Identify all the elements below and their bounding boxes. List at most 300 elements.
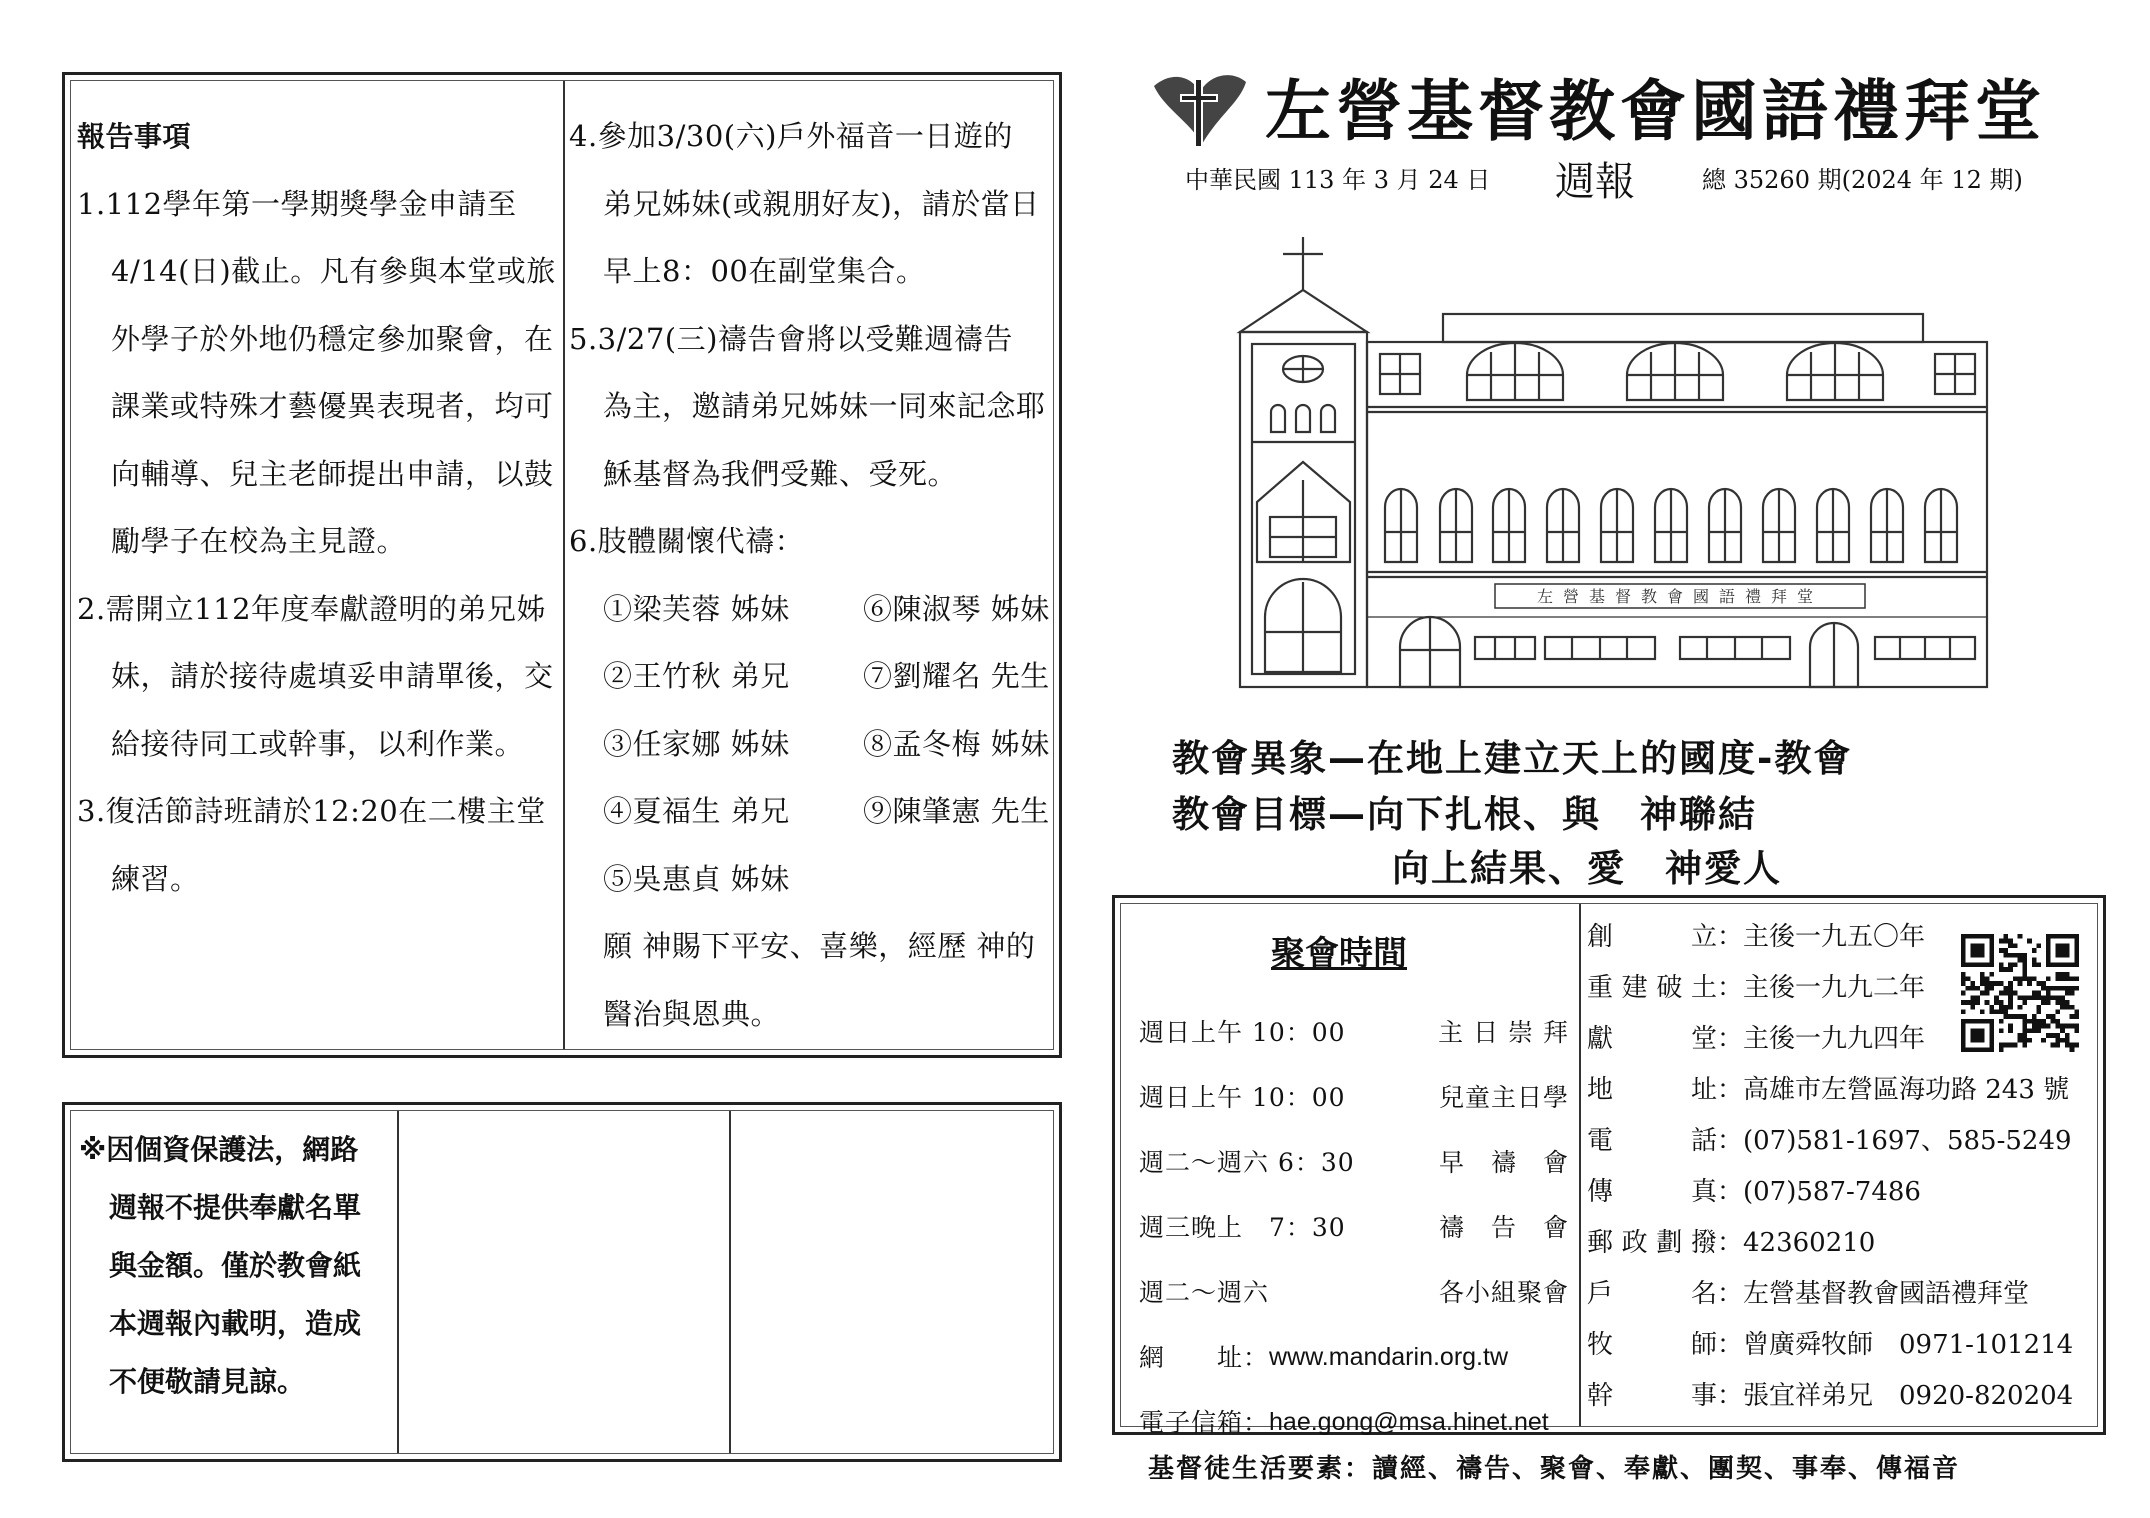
detail-row bbox=[1587, 1065, 2097, 1116]
prayer-member: ⑧孟冬梅 姊妹 bbox=[863, 726, 1050, 761]
detail-value: ：主後一九九二年 bbox=[1717, 973, 1926, 1003]
qr-module bbox=[2022, 1000, 2027, 1005]
meeting-row bbox=[1139, 1000, 1569, 1065]
prayer-member-row bbox=[569, 643, 1065, 711]
issue-number: 總 35260 期(2024 年 12 期) bbox=[1702, 166, 2023, 194]
qr-module bbox=[2022, 1019, 2027, 1024]
qr-module bbox=[1980, 976, 1985, 981]
privacy-line: 週報不提供奉獻名單 bbox=[109, 1191, 362, 1224]
church-logo bbox=[1150, 64, 1250, 154]
qr-module bbox=[2032, 958, 2037, 963]
qr-module bbox=[1961, 1033, 1966, 1038]
qr-module bbox=[2018, 1033, 2023, 1038]
qr-module bbox=[2046, 939, 2051, 944]
qr-module bbox=[2074, 986, 2079, 991]
prayer-member: ⑥陳淑琴 姊妹 bbox=[863, 591, 1050, 626]
qr-module bbox=[2018, 1038, 2023, 1043]
church-building-illustration bbox=[1235, 232, 1995, 692]
qr-module bbox=[2051, 1033, 2056, 1038]
qr-module bbox=[2037, 991, 2042, 996]
detail-label: 幹事 bbox=[1587, 1381, 1717, 1411]
qr-module bbox=[2055, 943, 2060, 948]
qr-module bbox=[1975, 948, 1980, 953]
qr-module bbox=[2027, 1019, 2032, 1024]
building-window bbox=[1601, 489, 1633, 562]
qr-module bbox=[2051, 1043, 2056, 1048]
qr-module bbox=[2070, 1005, 2075, 1010]
privacy-line: 不便敬請見諒。 bbox=[109, 1365, 306, 1398]
qr-module bbox=[2018, 981, 2023, 986]
qr-module bbox=[1994, 1000, 1999, 1005]
qr-module bbox=[1985, 981, 1990, 986]
qr-module bbox=[1985, 986, 1990, 991]
qr-module bbox=[1980, 1010, 1985, 1015]
qr-module bbox=[2022, 1038, 2027, 1043]
qr-module bbox=[2065, 972, 2070, 977]
qr-module bbox=[2022, 1028, 2027, 1033]
qr-module bbox=[2008, 943, 2013, 948]
qr-module bbox=[2046, 1024, 2051, 1029]
qr-module bbox=[1999, 981, 2004, 986]
qr-module bbox=[1999, 948, 2004, 953]
building-window bbox=[1440, 489, 1472, 562]
qr-module bbox=[1970, 1033, 1975, 1038]
qr-module bbox=[2070, 1014, 2075, 1019]
qr-module bbox=[2070, 962, 2075, 967]
qr-module bbox=[1961, 981, 1966, 986]
meeting-time: 週三晚上 7：30 bbox=[1139, 1213, 1346, 1242]
qr-module bbox=[2046, 962, 2051, 967]
qr-module bbox=[2046, 948, 2051, 953]
qr-module bbox=[2060, 986, 2065, 991]
announcement-line: 4/14(日)截止。凡有參與本堂或旅 bbox=[111, 254, 556, 288]
qr-module bbox=[2037, 1010, 2042, 1015]
prayer-member-row bbox=[569, 711, 1065, 779]
qr-module bbox=[2041, 1024, 2046, 1029]
meeting-row bbox=[1139, 1260, 1569, 1325]
announcement-line: 練習。 bbox=[111, 861, 200, 896]
qr-module bbox=[1989, 948, 1994, 953]
qr-module bbox=[2060, 934, 2065, 939]
prayer-member: ①梁芙蓉 姊妹 bbox=[603, 591, 790, 626]
announcement-line: 1.112學年第一學期獎學金申請至 bbox=[77, 186, 517, 221]
prayer-member: ④夏福生 弟兄 bbox=[603, 794, 790, 828]
qr-module bbox=[2037, 962, 2042, 967]
qr-module bbox=[1975, 995, 1980, 1000]
announcement-line: 5.3/27(三)禱告會將以受難週禱告 bbox=[569, 321, 1013, 356]
qr-module bbox=[1961, 953, 1966, 958]
qr-module bbox=[2055, 948, 2060, 953]
qr-module bbox=[1970, 1047, 1975, 1052]
church-goal-continued: 向上結果、愛 神愛人 bbox=[1392, 847, 1782, 890]
qr-module bbox=[2055, 934, 2060, 939]
qr-module bbox=[1961, 1047, 1966, 1052]
qr-module bbox=[1980, 1028, 1985, 1033]
qr-module bbox=[2032, 948, 2037, 953]
church-vision: 教會異象—在地上建立天上的國度-教會 bbox=[1172, 737, 1853, 780]
qr-module bbox=[1970, 986, 1975, 991]
qr-module bbox=[2055, 986, 2060, 991]
prayer-member-row bbox=[569, 778, 1065, 846]
qr-module bbox=[1970, 1000, 1975, 1005]
qr-module bbox=[2008, 1024, 2013, 1029]
church-info-box bbox=[1112, 895, 2106, 1435]
qr-module bbox=[2018, 976, 2023, 981]
building-window bbox=[1655, 489, 1687, 562]
bulletin-type: 週報 bbox=[1555, 159, 1635, 205]
qr-module bbox=[2055, 972, 2060, 977]
qr-module bbox=[1989, 1010, 1994, 1015]
bulletin-date: 中華民國 113 年 3 月 24 日 bbox=[1185, 166, 1491, 194]
church-name: 左營基督教會國語禮拜堂 bbox=[1265, 72, 2046, 150]
announcement-line: 妹，請於接待處填妥申請單後，交 bbox=[111, 659, 554, 693]
qr-module bbox=[1994, 1010, 1999, 1015]
qr-module bbox=[1999, 1005, 2004, 1010]
qr-module bbox=[2065, 986, 2070, 991]
qr-module bbox=[1966, 962, 1971, 967]
qr-code[interactable] bbox=[1961, 934, 2079, 1052]
qr-module bbox=[1970, 948, 1975, 953]
qr-module bbox=[2060, 953, 2065, 958]
privacy-line: 本週報內載明，造成 bbox=[109, 1307, 362, 1340]
qr-module bbox=[1989, 972, 1994, 977]
announcement-line: 3.復活節詩班請於12:20在二樓主堂 bbox=[77, 794, 546, 828]
qr-module bbox=[2074, 1010, 2079, 1015]
meeting-times-title: 聚會時間 bbox=[1271, 934, 1407, 974]
announcements-inner bbox=[70, 80, 1054, 1050]
qr-module bbox=[1961, 948, 1966, 953]
privacy-notice bbox=[79, 1121, 399, 1411]
announcements-box bbox=[62, 72, 1062, 1058]
qr-module bbox=[2003, 939, 2008, 944]
qr-module bbox=[2074, 1024, 2079, 1029]
qr-module bbox=[1970, 943, 1975, 948]
detail-row bbox=[1587, 1116, 2097, 1167]
qr-module bbox=[1989, 1047, 1994, 1052]
detail-label: 電話 bbox=[1587, 1126, 1717, 1156]
qr-module bbox=[2037, 981, 2042, 986]
qr-module bbox=[2046, 1033, 2051, 1038]
qr-module bbox=[1966, 986, 1971, 991]
qr-module bbox=[2065, 943, 2070, 948]
detail-value: ：高雄市左營區海功路 243 號 bbox=[1717, 1075, 2070, 1105]
announcement-line: 外學子於外地仍穩定參加聚會，在 bbox=[111, 321, 554, 356]
detail-label: 創立 bbox=[1587, 922, 1717, 952]
qr-module bbox=[2003, 967, 2008, 972]
qr-module bbox=[2008, 962, 2013, 967]
qr-module bbox=[2065, 1024, 2070, 1029]
privacy-divider bbox=[729, 1111, 731, 1453]
qr-module bbox=[2065, 991, 2070, 996]
qr-module bbox=[1970, 995, 1975, 1000]
qr-module bbox=[2003, 948, 2008, 953]
qr-module bbox=[2013, 943, 2018, 948]
qr-module bbox=[1961, 934, 1966, 939]
qr-module bbox=[2008, 967, 2013, 972]
qr-module bbox=[2055, 1010, 2060, 1015]
qr-module bbox=[1975, 1038, 1980, 1043]
qr-module bbox=[2051, 995, 2056, 1000]
meeting-row bbox=[1139, 1130, 1569, 1195]
qr-module bbox=[2003, 1043, 2008, 1048]
building-window bbox=[1493, 489, 1525, 562]
qr-module bbox=[1975, 1000, 1980, 1005]
qr-module bbox=[2070, 1024, 2075, 1029]
qr-module bbox=[2008, 991, 2013, 996]
detail-row bbox=[1587, 1167, 2097, 1218]
announcement-line: 勵學子在校為主見證。 bbox=[111, 524, 407, 558]
qr-module bbox=[1985, 1019, 1990, 1024]
qr-module bbox=[2060, 943, 2065, 948]
building-window bbox=[1871, 489, 1903, 562]
privacy-notice-box bbox=[62, 1102, 1062, 1462]
qr-module bbox=[1985, 1000, 1990, 1005]
qr-module bbox=[1989, 943, 1994, 948]
detail-value: ：左營基督教會國語禮拜堂 bbox=[1717, 1279, 2030, 1309]
qr-module bbox=[2003, 934, 2008, 939]
qr-module bbox=[1985, 1047, 1990, 1052]
qr-module bbox=[2037, 995, 2042, 1000]
announcement-line: 為主，邀請弟兄姊妹一同來記念耶 bbox=[603, 389, 1046, 423]
building-window bbox=[1763, 489, 1795, 562]
qr-module bbox=[1980, 1038, 1985, 1043]
qr-module bbox=[1970, 953, 1975, 958]
qr-module bbox=[2046, 991, 2051, 996]
qr-module bbox=[1999, 1043, 2004, 1048]
qr-module bbox=[2018, 953, 2023, 958]
qr-module bbox=[2022, 958, 2027, 963]
detail-value: ：主後一九九四年 bbox=[1717, 1024, 1926, 1054]
qr-module bbox=[2041, 1038, 2046, 1043]
qr-module bbox=[1999, 962, 2004, 967]
email-label: 電子信箱： bbox=[1139, 1408, 1270, 1437]
qr-module bbox=[1999, 991, 2004, 996]
detail-value: ：曾廣舜牧師 0971-101214 bbox=[1717, 1330, 2074, 1360]
qr-module bbox=[1989, 1028, 1994, 1033]
announcements-left-column bbox=[77, 103, 561, 913]
qr-module bbox=[2074, 953, 2079, 958]
qr-module bbox=[2037, 943, 2042, 948]
qr-module bbox=[2027, 976, 2032, 981]
qr-module bbox=[2051, 1014, 2056, 1019]
qr-module bbox=[2003, 991, 2008, 996]
qr-module bbox=[2070, 934, 2075, 939]
prayer-member: ⑦劉耀名 先生 bbox=[863, 659, 1050, 693]
qr-module bbox=[2065, 934, 2070, 939]
column-divider bbox=[563, 81, 565, 1049]
qr-module bbox=[1961, 943, 1966, 948]
qr-module bbox=[2046, 1000, 2051, 1005]
qr-module bbox=[2074, 943, 2079, 948]
qr-module bbox=[2070, 1047, 2075, 1052]
qr-module bbox=[2055, 1000, 2060, 1005]
qr-module bbox=[1975, 943, 1980, 948]
qr-module bbox=[2060, 948, 2065, 953]
info-inner bbox=[1120, 903, 2098, 1437]
announcements-right-column bbox=[569, 103, 1065, 1048]
qr-module bbox=[2074, 962, 2079, 967]
qr-module bbox=[2022, 967, 2027, 972]
prayer-member-row bbox=[569, 576, 1065, 644]
privacy-line: ※因個資保護法，網路 bbox=[79, 1133, 359, 1166]
website-link[interactable]: www.mandarin.org.tw bbox=[1269, 1343, 1508, 1371]
email-link[interactable]: hae.gong@msa.hinet.net bbox=[1269, 1408, 1549, 1436]
qr-module bbox=[2074, 1014, 2079, 1019]
qr-module bbox=[1975, 1028, 1980, 1033]
qr-module bbox=[2055, 1038, 2060, 1043]
email-row bbox=[1139, 1390, 1569, 1455]
qr-module bbox=[2013, 976, 2018, 981]
qr-module bbox=[2065, 953, 2070, 958]
qr-module bbox=[2060, 976, 2065, 981]
qr-module bbox=[1961, 1028, 1966, 1033]
qr-module bbox=[2022, 1033, 2027, 1038]
qr-module bbox=[2022, 972, 2027, 977]
qr-module bbox=[2046, 958, 2051, 963]
qr-module bbox=[1975, 1033, 1980, 1038]
building-window bbox=[1385, 489, 1417, 562]
qr-module bbox=[2074, 958, 2079, 963]
qr-module bbox=[2027, 1038, 2032, 1043]
detail-label: 傳真 bbox=[1587, 1177, 1717, 1207]
qr-module bbox=[2003, 986, 2008, 991]
prayer-member: ⑤吳惠貞 姊妹 bbox=[603, 861, 790, 896]
qr-module bbox=[2065, 948, 2070, 953]
qr-module bbox=[1989, 1024, 1994, 1029]
announcement-line: 弟兄姊妹(或親朋好友)，請於當日 bbox=[603, 186, 1040, 221]
announcement-line: 4.參加3/30(六)戶外福音一日遊的 bbox=[569, 119, 1013, 153]
detail-label: 重建破土 bbox=[1587, 973, 1717, 1003]
qr-module bbox=[1980, 1033, 1985, 1038]
qr-module bbox=[2032, 995, 2037, 1000]
qr-module bbox=[2065, 976, 2070, 981]
detail-row bbox=[1587, 1269, 2097, 1320]
qr-module bbox=[1975, 962, 1980, 967]
qr-module bbox=[2074, 948, 2079, 953]
closing-line: 醫治與恩典。 bbox=[603, 996, 781, 1031]
meeting-times-list bbox=[1139, 1000, 1569, 1455]
qr-module bbox=[2008, 981, 2013, 986]
qr-module bbox=[1975, 1047, 1980, 1052]
qr-module bbox=[1989, 1005, 1994, 1010]
announcement-line: 向輔導、兒主老師提出申請，以鼓 bbox=[111, 456, 554, 491]
qr-module bbox=[1961, 1024, 1966, 1029]
qr-module bbox=[1989, 981, 1994, 986]
qr-module bbox=[2008, 1005, 2013, 1010]
qr-module bbox=[2008, 953, 2013, 958]
qr-module bbox=[2055, 953, 2060, 958]
qr-module bbox=[2008, 939, 2013, 944]
qr-module bbox=[1970, 1005, 1975, 1010]
meeting-time: 週二～週六 6：30 bbox=[1139, 1148, 1355, 1177]
detail-row bbox=[1587, 1320, 2097, 1371]
qr-module bbox=[1999, 1047, 2004, 1052]
qr-module bbox=[1999, 1000, 2004, 1005]
building-window bbox=[1925, 489, 1957, 562]
meeting-row bbox=[1139, 1195, 1569, 1260]
qr-module bbox=[2037, 1024, 2042, 1029]
qr-module bbox=[2022, 995, 2027, 1000]
detail-value: ：42360210 bbox=[1717, 1228, 1876, 1258]
closing-line: 願 神賜下平安、喜樂，經歷 神的 bbox=[603, 929, 1036, 963]
qr-module bbox=[1999, 1019, 2004, 1024]
qr-module bbox=[2060, 1005, 2065, 1010]
qr-module bbox=[2018, 934, 2023, 939]
qr-module bbox=[2027, 995, 2032, 1000]
qr-module bbox=[2060, 1038, 2065, 1043]
christian-life-essentials: 基督徒生活要素：讀經、禱告、聚會、奉獻、團契、事奉、傳福音 bbox=[1148, 1454, 1961, 1484]
qr-module bbox=[1989, 953, 1994, 958]
qr-module bbox=[1994, 981, 1999, 986]
qr-module bbox=[2060, 1000, 2065, 1005]
announcements-title: 報告事項 bbox=[77, 120, 192, 153]
building-sign: 左營基督教會國語禮拜堂 bbox=[1536, 587, 1824, 606]
qr-module bbox=[1966, 934, 1971, 939]
qr-module bbox=[1970, 1038, 1975, 1043]
qr-module bbox=[2027, 939, 2032, 944]
qr-module bbox=[1989, 1038, 1994, 1043]
prayer-member: ②王竹秋 弟兄 bbox=[603, 659, 790, 693]
qr-module bbox=[2060, 962, 2065, 967]
qr-module bbox=[1970, 1019, 1975, 1024]
meeting-time: 週日上午 10：00 bbox=[1139, 1083, 1346, 1112]
meeting-time: 週日上午 10：00 bbox=[1139, 1018, 1346, 1047]
privacy-inner bbox=[70, 1110, 1054, 1454]
qr-module bbox=[1966, 1047, 1971, 1052]
qr-module bbox=[2055, 1033, 2060, 1038]
qr-module bbox=[2032, 1014, 2037, 1019]
meeting-name: 早 禱 會 bbox=[1438, 1148, 1569, 1177]
qr-module bbox=[1961, 1010, 1966, 1015]
qr-module bbox=[2041, 995, 2046, 1000]
qr-module bbox=[2055, 1043, 2060, 1048]
qr-module bbox=[2018, 1014, 2023, 1019]
qr-module bbox=[1966, 1000, 1971, 1005]
qr-module bbox=[2046, 976, 2051, 981]
detail-label: 郵政劃撥 bbox=[1587, 1228, 1717, 1258]
qr-module bbox=[1970, 934, 1975, 939]
qr-module bbox=[2055, 976, 2060, 981]
qr-module bbox=[2032, 976, 2037, 981]
qr-module bbox=[1985, 962, 1990, 967]
qr-module bbox=[2065, 1033, 2070, 1038]
qr-module bbox=[2032, 1019, 2037, 1024]
meeting-row bbox=[1139, 1065, 1569, 1130]
website-row bbox=[1139, 1325, 1569, 1390]
qr-module bbox=[1985, 934, 1990, 939]
qr-module bbox=[1989, 986, 1994, 991]
qr-module bbox=[1975, 986, 1980, 991]
qr-module bbox=[1961, 939, 1966, 944]
qr-module bbox=[1999, 967, 2004, 972]
qr-module bbox=[2041, 1019, 2046, 1024]
qr-module bbox=[2046, 1014, 2051, 1019]
qr-module bbox=[1980, 991, 1985, 996]
qr-module bbox=[2074, 976, 2079, 981]
qr-module bbox=[2032, 1028, 2037, 1033]
announcement-line: 給接待同工或幹事，以利作業。 bbox=[111, 726, 525, 761]
qr-module bbox=[2022, 1043, 2027, 1048]
qr-module bbox=[1985, 991, 1990, 996]
qr-module bbox=[2027, 1028, 2032, 1033]
qr-module bbox=[1961, 1019, 1966, 1024]
qr-module bbox=[1980, 1047, 1985, 1052]
qr-module bbox=[2070, 986, 2075, 991]
qr-module bbox=[2051, 986, 2056, 991]
qr-module bbox=[2022, 962, 2027, 967]
qr-module bbox=[2065, 1005, 2070, 1010]
qr-module bbox=[2046, 986, 2051, 991]
